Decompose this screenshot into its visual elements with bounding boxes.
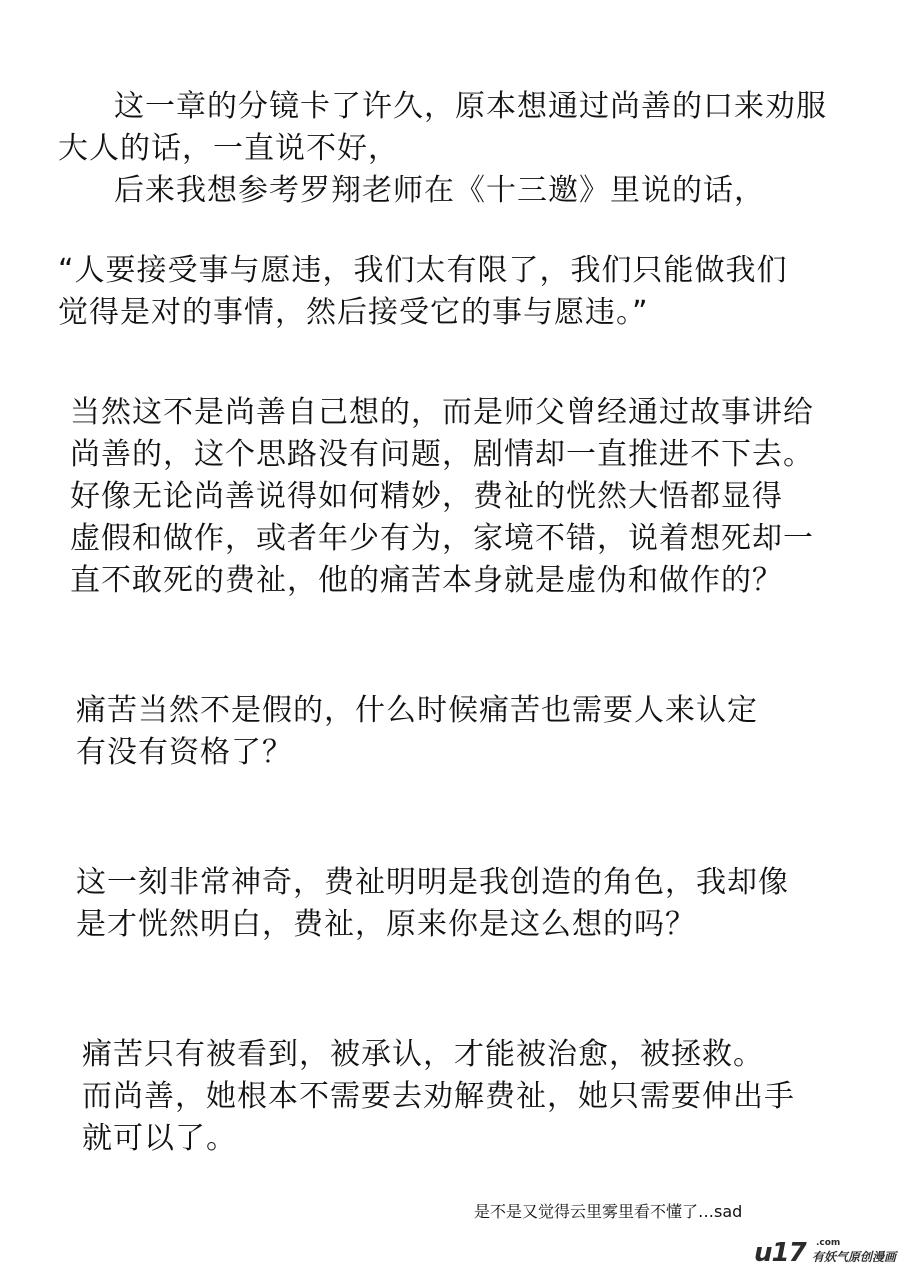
text-line: 而尚善，她根本不需要去劝解费祉，她只需要伸出手 <box>82 1079 795 1114</box>
text-line: 尚善的，这个思路没有问题，剧情却一直推进不下去。 <box>70 437 814 472</box>
logo-dotcom: .com <box>816 1238 841 1248</box>
u17-watermark-logo <box>754 1238 900 1268</box>
text-line: 后来我想参考罗翔老师在《十三邀》里说的话， <box>114 173 765 208</box>
text-line: “人要接受事与愿违，我们太有限了，我们只能做我们 <box>58 253 788 288</box>
paragraph-intro <box>58 86 827 212</box>
text-line: 痛苦当然不是假的，什么时候痛苦也需要人来认定 <box>76 693 758 728</box>
text-line: 直不敢死的费祉，他的痛苦本身就是虚伪和做作的？ <box>70 563 783 598</box>
text-line: 虚假和做作，或者年少有为，家境不错，说着想死却一 <box>70 521 814 556</box>
paragraph-realization <box>76 862 789 946</box>
paragraph-explanation <box>70 392 814 602</box>
author-note: 是不是又觉得云里雾里看不懂了…sad <box>474 1202 743 1221</box>
text-line: 大人的话，一直说不好， <box>58 131 399 166</box>
text-line: 是才恍然明白，费祉，原来你是这么想的吗？ <box>76 907 696 942</box>
text-line: 痛苦只有被看到，被承认，才能被治愈，被拯救。 <box>82 1037 764 1072</box>
text-line: 就可以了。 <box>82 1121 237 1156</box>
text-line: 这一章的分镜卡了许久，原本想通过尚善的口来劝服 <box>114 89 827 124</box>
text-line: 这一刻非常神奇，费祉明明是我创造的角色，我却像 <box>76 865 789 900</box>
logo-tagline: 有妖气原创漫画 <box>812 1250 897 1264</box>
text-line: 好像无论尚善说得如何精妙，费祉的恍然大悟都显得 <box>70 479 783 514</box>
text-line: 当然这不是尚善自己想的，而是师父曾经通过故事讲给 <box>70 395 814 430</box>
text-line: 有没有资格了？ <box>76 735 293 770</box>
paragraph-pain <box>76 690 758 774</box>
logo-mark: u17 <box>754 1238 806 1268</box>
paragraph-quote <box>58 250 788 334</box>
text-line: 觉得是对的事情，然后接受它的事与愿违。” <box>58 295 649 330</box>
paragraph-conclusion <box>82 1034 795 1160</box>
